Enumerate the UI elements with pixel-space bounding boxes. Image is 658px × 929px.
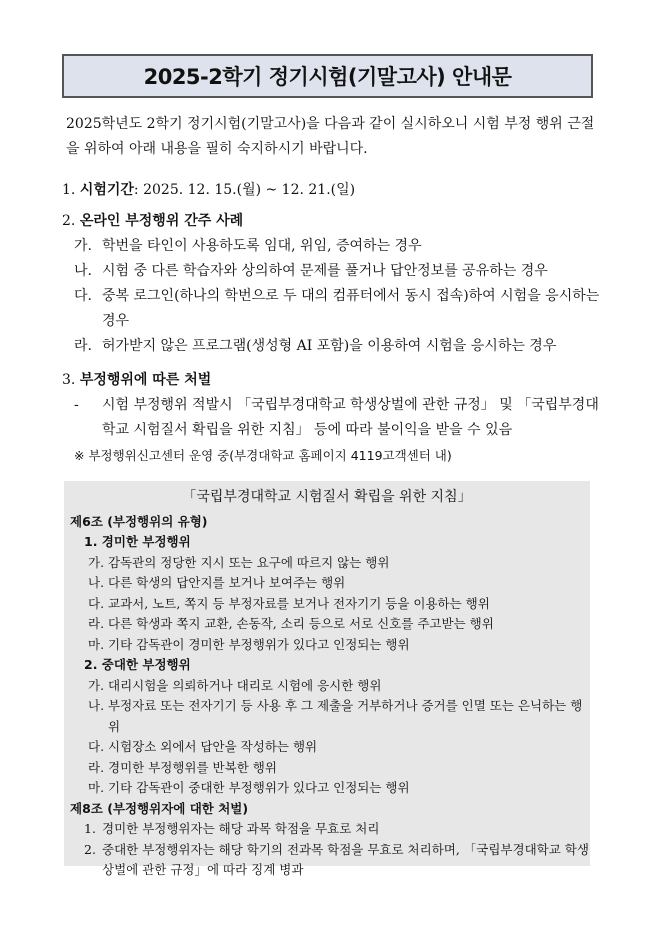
list-item: 1. 경미한 부정행위자는 해당 과목 학점을 무효로 처리 [84, 821, 380, 836]
list-item: 나. 다른 학생의 답안지를 보거나 보여주는 행위 [88, 575, 346, 590]
list-item: 라. 다른 학생과 쪽지 교환, 손동작, 소리 등으로 서로 신호를 주고받는 행위 [88, 616, 494, 631]
section-penalty [62, 368, 607, 468]
section3-number: 3. [62, 372, 76, 388]
major-cheating-heading: 2. 중대한 부정행위 [84, 657, 191, 672]
report-center-note: ※ 부정행위신고센터 운영 중(부경대학교 홈페이지 4119고객센터 내) [74, 448, 452, 463]
list-item: 가. 대리시험을 의뢰하거나 대리로 시험에 응시한 행위 [88, 677, 382, 693]
minor-cheating-heading: 1. 경미한 부정행위 [84, 534, 191, 549]
box-title: 「국립부경대학교 시험질서 확립을 위한 지침」 [182, 489, 472, 505]
section1-number: 1. [62, 182, 76, 198]
article-6-heading: 제6조 (부정행위의 유형) [70, 513, 208, 529]
section2-label: 온라인 부정행위 간주 사례 [79, 213, 244, 229]
list-item: 나. 시험 중 다른 학습자와 상의하여 문제를 풀거나 답안정보를 공유하는 경우 [74, 263, 548, 279]
section-exam-period [62, 178, 607, 203]
intro-paragraph: 2025학년도 2학기 정기시험(기말고사)을 다음과 같이 실시하오니 시험 부정 행위 근절을 위하여 아래 내용을 필히 숙지하시기 바랍니다. [66, 116, 595, 157]
section-online-cheating [62, 209, 607, 359]
list-item: 가. 학번을 타인이 사용하도록 임대, 위임, 증여하는 경우 [74, 238, 422, 254]
list-item: 라. 경미한 부정행위를 반복한 행위 [88, 759, 277, 775]
list-item: - 시험 부정행위 적발시 「국립부경대학교 학생상벌에 관한 규정」 및 「국립부경대학교 시험질서 확립을 위한 지침」 등에 따라 불이익을 받을 수 있음 [74, 397, 599, 438]
section1-value: 2025. 12. 15.(월) ~ 12. 21.(일) [143, 182, 356, 198]
section1-label: 시험기간 [79, 182, 134, 198]
list-item: 마. 기타 감독관이 중대한 부정행위가 있다고 인정되는 행위 [88, 780, 410, 795]
list-item: 마. 기타 감독관이 경미한 부정행위가 있다고 인정되는 행위 [88, 636, 410, 652]
regulation-excerpt-box [64, 481, 590, 877]
article-8-heading: 제8조 (부정행위자에 대한 처벌) [70, 800, 249, 816]
title-box [62, 54, 593, 98]
section3-label: 부정행위에 따른 처벌 [79, 372, 212, 388]
list-item: 다. 시험장소 외에서 답안을 작성하는 행위 [88, 739, 318, 754]
list-item: 다. 중복 로그인(하나의 학번으로 두 대의 컴퓨터에서 동시 접속)하여 시험을 응시하는 경우 [74, 288, 600, 329]
list-item: 2. 중대한 부정행위자는 해당 학기의 전과목 학점을 무효로 처리하며, 「국립부경대학교 학생상벌에 관한 규정」에 따라 징계 병과 [84, 841, 589, 877]
section1-sep: : [133, 182, 139, 198]
section2-number: 2. [62, 213, 76, 229]
page-title: 2025-2학기 정기시험(기말고사) 안내문 [143, 65, 512, 89]
list-item: 나. 부정자료 또는 전자기기 등 사용 후 그 제출을 거부하거나 증거를 인멸 또는 은닉하는 행위 [88, 698, 583, 734]
list-item: 다. 교과서, 노트, 쪽지 등 부정자료를 보거나 전자기기 등을 이용하는 행위 [88, 595, 490, 611]
list-item: 라. 허가받지 않은 프로그램(생성형 AI 포함)을 이용하여 시험을 응시하는 경우 [74, 338, 557, 354]
list-item: 가. 감독관의 정당한 지시 또는 요구에 따르지 않는 행위 [88, 554, 390, 570]
